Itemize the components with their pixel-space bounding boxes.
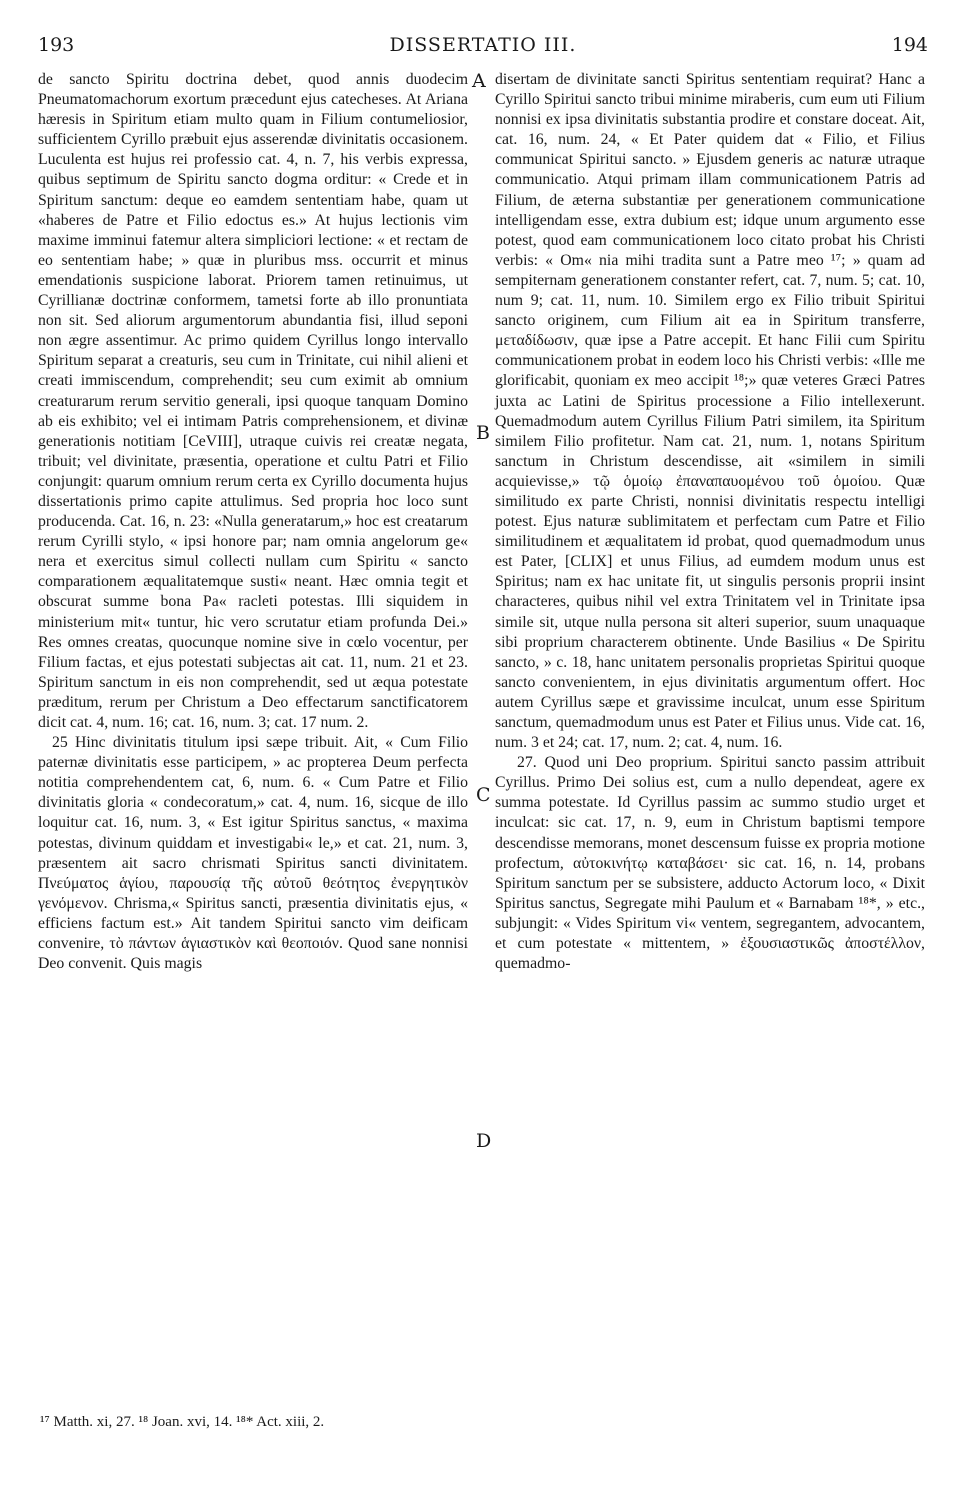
section-marker-c: C xyxy=(476,784,491,806)
left-column xyxy=(38,70,468,974)
page-header xyxy=(38,34,928,60)
right-page-number: 194 xyxy=(891,34,928,56)
right-paragraph-2: 27. Quod uni Deo proprium. Spiritui sancto passim attribuit Cyrillus. Primo Dei solius est, cum a nullo dependeat, agere ex summa potestate. Id Cyrillus passim ac summo studio urget et inculcat: sic cat. 17, n. 9, eum in Christum baptismi tempore descendisse memorans, monet descensum fuisse ex propria motione profectum, αὐτοκινήτῳ καταβάσει· sic cat. 16, n. 14, probans Spiritum sanctum per se subsistere, adducto Actorum loco, « Dixit Spiritus sanctus, Segregate mihi Paulum et « Barnabam ¹⁸*, » etc., subjungit: « Vides Spiritum vi« ventem, segregantem, advocantem, et cum potestate « mittentem, » ἐξουσιαστικῶς ἀποστέλλον, quemadmo- xyxy=(495,754,925,973)
right-column xyxy=(495,70,925,974)
left-page-number: 193 xyxy=(38,34,75,56)
right-paragraph-1: disertam de divinitate sancti Spiritus sententiam requirat? Hanc a Cyrillo Spiritui sancto tribui minime miraberis, cum eum uti Filium nonnisi ex ipsa divinitatis substantia prodire et constare doceat. Ait, cat. 16, num. 24, « Et Pater quidem dat « Filio, et Filius communicat Spiritui sancto. » Ejusdem generis ac naturæ utraque communicatio. Atqui primam illam communicationem Patris ad Filium, de æterna substantiæ per generationem communicatione intelligendam esse, extra dubium est; idque unum argumento esse potest, quod eam communicationem loco citato probat his Christi verbis: « Om« nia mihi tradita sunt a Patre meo ¹⁷; » quam ad sempiternam generationem constanter refert, cat. 7, num. 5; cat. 10, num 9; cat. 11, num. 10. Similem ergo ex Filio tribuit Spiritui sancto originem, cum Filium ait ea in Spiritum transferre, μεταδίδωσιν, quæ ipse a Patre accepit. Et hanc Filii cum Spiritu communicationem probat in eodem loco his Christi verbis: «Ille me glorificabit, quoniam ex meo accipit ¹⁸;» quæ veteres Græci Patres juxta ac Latini de Spiritus processione a Filio intellexerunt. Quemadmodum autem Cyrillus Filium Patri similem, ita Spiritum similem Filio profitetur. Nam cat. 21, num. 1, notans Spiritum sanctum in Christum descendisse, ait «similem in simili acquievisse,» τῷ ὁμοίῳ ἐπαναπαυομένου τοῦ ὁμοίου. Quæ similitudo ex parte Christi, nonnisi divinitatis respectu intelligi potest. Ejus naturæ sublimitatem et perfectam cum Patre et Filio similitudinem et æqualitatem id probat, quod quemadmodum unus est Pater, [CLIX] et unus Filius, ad eumdem modum unus est Spiritus; nam ex hac unitate fit, ut singulis personis proprii insint characteres, quibus nihil vel extra Trinitatem vel in Trinitate ipsa simile sit, utque nulla persona sit alteri superior, suum unaquaque sibi proprium characterem obtinente. Unde Basilius « De Spiritu sancto, » c. 18, hanc unitatem personalis proprietas Spiritui quoque sancto convenientem, in ejus divinitatis argumentum offert. Hoc autem Cyrillus sæpe et gravissime inculcat, unum esse Spiritum sanctum, quemadmodum unus est Pater et Filius unus. Vide cat. 16, num. 3 et 24; cat. 17, num. 2; cat. 4, num. 16. xyxy=(495,71,925,752)
left-paragraph-1: de sancto Spiritu doctrina debet, quod annis duodecim Pneumatomachorum exortum præcedunt ejus catecheses. At Ariana hæresis in Spiritum etiam multo quam in Filium contumeliosior, sufficientem Cyrillo præbuit ejus asserendæ divinitatis occasionem. Luculenta est hujus rei professio cat. 4, n. 7, his verbis expressa, quibus septimum de Spiritu sancto dogma orditur: « Crede et in Spiritum sanctum: deque eo eamdem sententiam habe, quam ut «haberes de Patre et Filio edoctus es.» At hujus lectionis vim maxime imminui fatemur altera simpliciori lectione: « et rectam de eo sententiam habe; » quæ in pluribus mss. occurrit et minus emendationis suspicione laborat. Priorem tamen retinuimus, ut Cyrillianæ doctrinæ conformem, tametsi forte ab illo pronuntiata non sit. Sed aliorum argumentorum abundantia fisi, illud seponi non ægre assentimur. Ac primo quidem Cyrillus longo intervallo Spiritum separat a creaturis, seu cum in Trinitate, cui nihil alieni et creati immiscendum, comprehendit; seu cum eximit ab omnium creaturarum rerum servitio generali, ipsi quoque tanquam Domino ab eis exhibito; vel ei intimam Patris comprehensionem, et divinæ generationis notitiam [CeVIII], utraque cuivis rei creatæ negata, tribuit; vel divinitate, præsentia, operatione et cultu Patri et Filio conjungit: quarum omnium rerum certa ex Cyrillo documenta hujus dissertationis primo capite attulimus. Sed propria hoc loco sunt producenda. Cat. 16, n. 23: «Nulla generatarum,» hoc est creatarum rerum Cyrilli stylo, « ipsi honore par; nam omnia angelorum ge« nera et exercitus simul collecti nullam cum Spiritu « sancto comparationem æqualitatemque susti« neant. Hæc omnia tegit et obscurat summe bona Pa« racleti potestas. Illi siquidem in ministerium mit« tuntur, hic vero scrutatur etiam profunda Dei.» Res omnes creatas, quocunque nomine sive in cœlo vocentur, per Filium factas, et ejus potestati subjectas ait cat. 11, num. 21 et 23. Spiritum sanctum in eis non comprehendit, sed ut æqua potestate præditum, rerum per Christum a Deo effectarum sanctificatorem dicit cat. 4, num. 16; cat. 16, num. 3; cat. 17 num. 2. xyxy=(38,71,468,731)
footnotes: ¹⁷ Matth. xi, 27. ¹⁸ Joan. xvi, 14. ¹⁸* Act. xiii, 2. xyxy=(40,1414,325,1430)
left-paragraph-2: 25 Hinc divinitatis titulum ipsi sæpe tribuit. Ait, « Cum Filio paternæ divinitatis esse participem, » ac propterea Deum perfecta notitia comprehendentem cat, 6, num. 6. « Cum Patre et Filio divinitatis gloria « condecoratum,» cat. 4, num. 16, sicque de illo loquitur cat. 16, num. 3, « Est igitur Spiritus sanctus, « maxima potestas, divinum quiddam et investigabi« le,» et cat. 21, num. 3, præsentem ait sacro chrismati Spiritus sancti divinitatem. Πνεύματος ἁγίου, παρουσίᾳ τῆς αὐτοῦ θεότητος ἐνεργητικὸν γενόμενον. Chrisma,« Spiritus sancti, præsentia divinitatis ejus, « efficiens factum est.» Ait tandem Spiritui sancto vim deificam convenire, τὸ πάντων ἁγιαστικὸν καὶ θεοποιόν. Quod sane nonnisi Deo convenit. Quis magis xyxy=(38,734,468,973)
section-marker-d: D xyxy=(476,1130,492,1152)
section-marker-b: B xyxy=(476,422,490,444)
running-title: DISSERTATIO III. xyxy=(389,34,577,56)
section-marker-a: A xyxy=(472,70,486,92)
